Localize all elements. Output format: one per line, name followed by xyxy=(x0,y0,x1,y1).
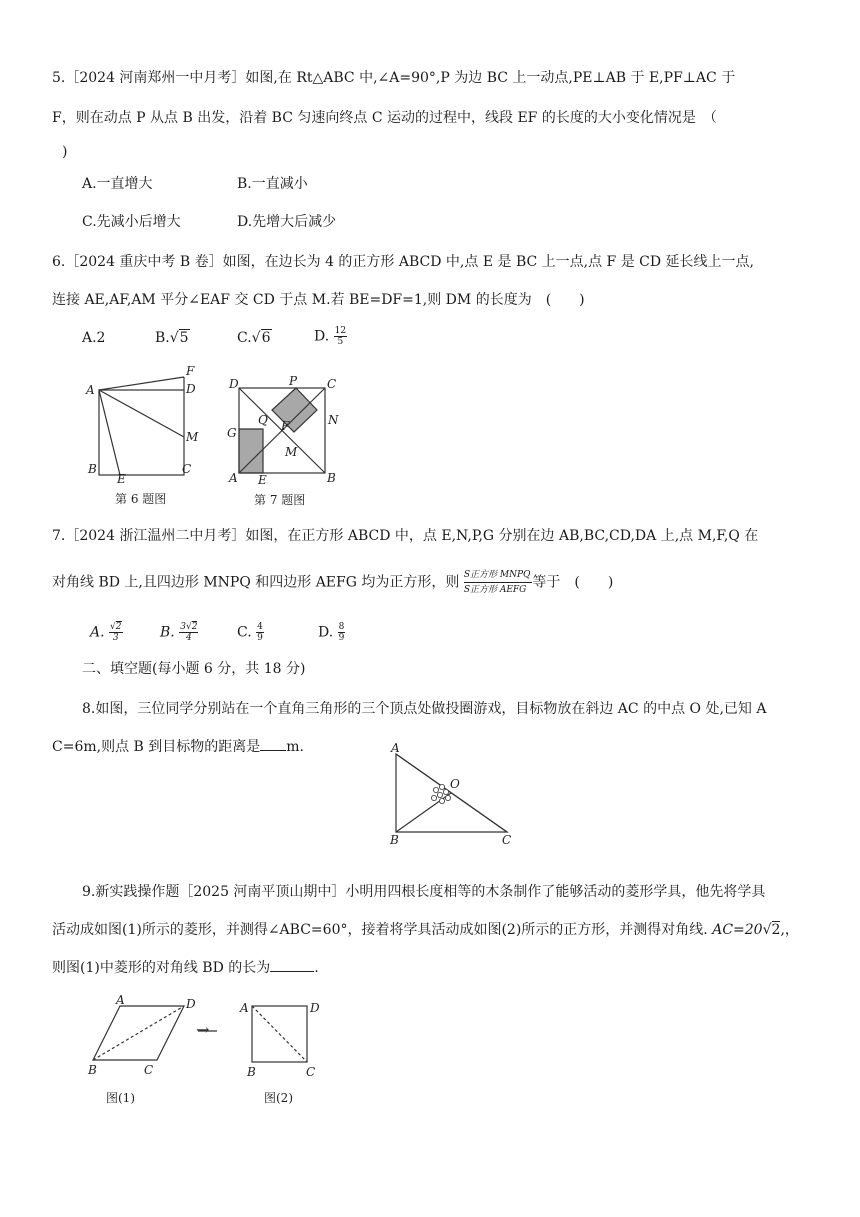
fig7-label-f: F xyxy=(281,419,290,433)
fig7-label-g: G xyxy=(227,426,237,440)
fig6-label-c: C xyxy=(182,462,192,476)
q5-line2: F，则在动点 P 从点 B 出发，沿着 BC 匀速向终点 C 运动的过程中，线段 EF 的长度的大小变化情况是 （ xyxy=(52,110,717,126)
q7-option-b: B. $\frac{3√2}{4}$ xyxy=(160,622,198,643)
section-title-fill-in: 二、填空题(每小题 6 分，共 18 分) xyxy=(82,661,306,677)
fig8-label-o: O xyxy=(450,777,460,791)
fig7-caption: 第 7 题图 xyxy=(254,493,306,507)
fig9-1-label-c: C xyxy=(144,1063,154,1077)
fig7-label-b: B xyxy=(327,471,336,485)
q6-line1: 6.［2024 重庆中考 B 卷］如图，在边长为 4 的正方形 ABCD 中,点 E 是 BC 上一点,点 F 是 CD 延长线上一点, xyxy=(52,254,755,270)
fig9-1-label-a: A xyxy=(116,993,125,1007)
fig7-label-m: M xyxy=(285,445,298,459)
fig9-1-label-b: B xyxy=(88,1063,97,1077)
q8-line1: 8.如图，三位同学分别站在一个直角三角形的三个顶点处做投圈游戏，目标物放在斜边 AC 的中点 O 处,已知 A xyxy=(82,701,767,717)
fig6-label-d: D xyxy=(186,382,196,396)
fig9-1-caption: 图(1) xyxy=(106,1091,135,1105)
q9-line3: 则图(1)中菱形的对角线 BD 的长为 . xyxy=(52,960,319,976)
q5-line3: ) xyxy=(62,144,68,160)
q7-option-a: A. $\frac{√2}{3}$ xyxy=(90,622,122,643)
fig7-label-a: A xyxy=(229,471,238,485)
q7-line1: 7.［2024 浙江温州二中月考］如图，在正方形 ABCD 中，点 E,N,P,G 分别在边 AB,BC,CD,DA 上,点 M,F,Q 在 xyxy=(52,528,759,544)
q9-line2: 活动成如图(1)所示的菱形，并测得∠ABC=60°，接着将学具活动成如图(2)所示的正方形，并测得对角线. AC=20√2,， xyxy=(52,922,799,938)
fig9-2-label-d: D xyxy=(310,1001,320,1015)
fig7-label-q: Q xyxy=(258,413,268,427)
fig6-label-f: F xyxy=(186,364,195,378)
fig8-label-a: A xyxy=(391,741,400,755)
q7-area-ratio: $\frac{\text{S正方形 MNPQ}}{\text{S正方形 AEFG}}$ xyxy=(463,570,531,595)
q6-option-d-fraction: $\frac{12}{5}$ xyxy=(334,326,347,347)
fig7-label-n: N xyxy=(328,413,339,427)
q6-option-b-radicand: 5 xyxy=(179,330,189,346)
q9-line1: 9.新实践操作题［2025 河南平顶山期中］小明用四根长度相等的木条制作了能够活动的菱形学具，他先将学具 xyxy=(82,884,766,900)
fig9-1-label-d: D xyxy=(186,997,196,1011)
fig9-2-label-c: C xyxy=(306,1065,316,1079)
fig8-label-c: C xyxy=(502,833,512,847)
q6-line2: 连接 AE,AF,AM 平分∠EAF 交 CD 于点 M.若 BE=DF=1,则 DM 的长度为 ( ) xyxy=(52,292,585,308)
figure-8 xyxy=(384,740,524,850)
q6-option-b: B.√5 xyxy=(155,330,189,346)
fig6-label-b: B xyxy=(88,462,97,476)
q5-option-d: D.先增大后减少 xyxy=(237,214,337,230)
figure-7 xyxy=(222,372,352,512)
q5-option-b: B.一直减小 xyxy=(237,176,308,192)
fig9-2-label-b: B xyxy=(247,1065,256,1079)
fig6-label-a: A xyxy=(86,383,95,397)
fig9-arrow: → xyxy=(196,1020,210,1039)
fig7-label-c: C xyxy=(327,377,337,391)
q8-line2: C=6m,则点 B 到目标物的距离是 m. xyxy=(52,739,304,755)
q6-option-d: D. $\frac{12}{5}$ xyxy=(314,326,347,347)
q5-option-a: A.一直增大 xyxy=(82,176,153,192)
fig8-label-b: B xyxy=(390,833,399,847)
fig7-label-d: D xyxy=(229,377,239,391)
figure-6 xyxy=(82,360,212,510)
q7-option-c: C. $\frac{4}{9}$ xyxy=(237,622,263,643)
figure-9 xyxy=(82,994,342,1110)
q5-line1: 5.［2024 河南郑州一中月考］如图,在 Rt△ABC 中,∠A=90°,P 为边 BC 上一动点,PE⊥AB 于 E,PF⊥AC 于 xyxy=(52,70,736,86)
q7-line2: 对角线 BD 上,且四边形 MNPQ 和四边形 AEFG 均为正方形，则 $\frac{\text{S正方形 MNPQ}}{\text{S正方形 AEFG}}$ 等于 ( ) xyxy=(52,570,614,595)
fig6-label-m: M xyxy=(186,430,199,444)
q6-option-a: A.2 xyxy=(82,330,106,346)
q6-option-c-radicand: 6 xyxy=(261,330,271,346)
q7-option-d: D. $\frac{8}{9}$ xyxy=(318,622,345,643)
fig6-caption: 第 6 题图 xyxy=(115,492,167,506)
q6-option-c: C.√6 xyxy=(237,330,271,346)
fig7-label-e: E xyxy=(258,473,267,487)
q5-option-c: C.先减小后增大 xyxy=(82,214,181,230)
fig9-2-caption: 图(2) xyxy=(264,1091,293,1105)
fig6-label-e: E xyxy=(117,472,126,486)
fig9-2-label-a: A xyxy=(240,1001,249,1015)
fig7-label-p: P xyxy=(289,374,298,388)
